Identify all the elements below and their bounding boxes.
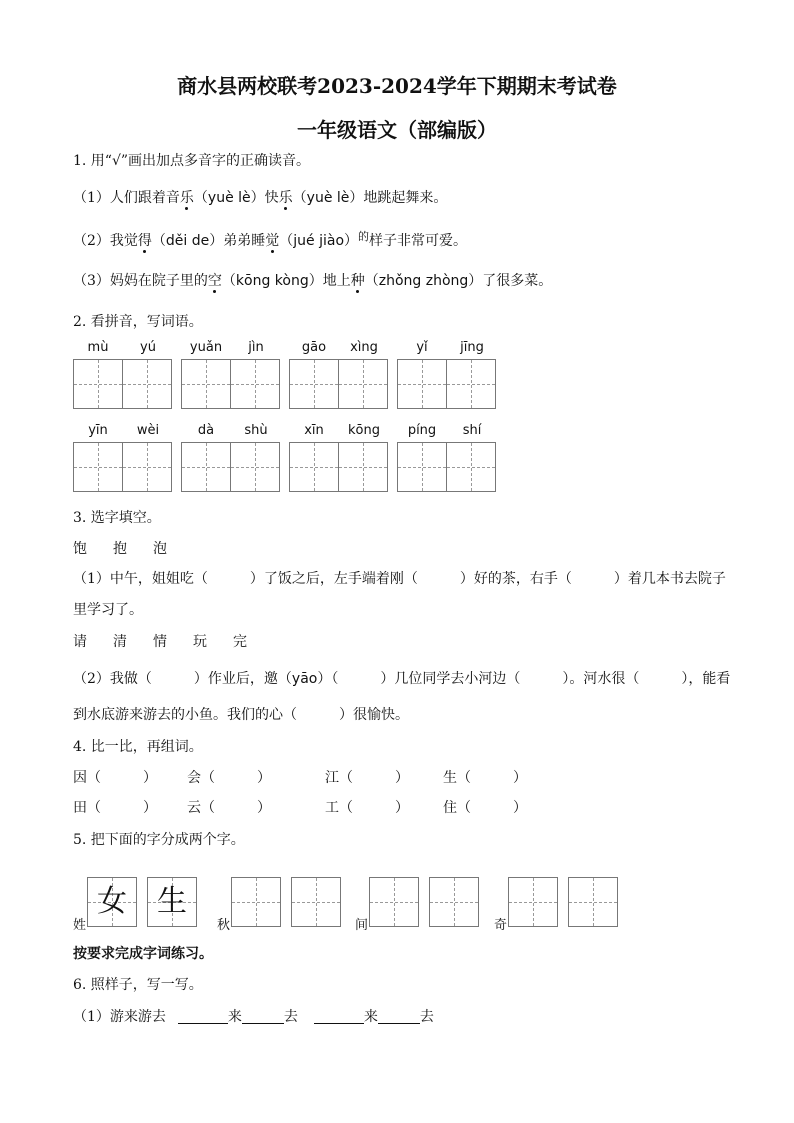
q3-paragraph-1b: 里学习了。 [73, 602, 143, 618]
q2-stem: 2. 看拼音，写词语。 [73, 314, 203, 330]
pinyin-label: dà [197, 423, 215, 438]
answer-blank[interactable] [242, 1009, 284, 1024]
writing-box[interactable] [147, 877, 197, 927]
pinyin-label: yǐ [416, 340, 428, 355]
pinyin-label: mù [87, 340, 109, 355]
writing-box[interactable] [231, 359, 280, 409]
writing-box[interactable] [447, 442, 496, 492]
split-char-label: 秋 [217, 918, 231, 933]
writing-box[interactable] [87, 877, 137, 927]
q4-item: 江（ ） [325, 770, 409, 786]
writing-box[interactable] [181, 442, 231, 492]
q4-stem: 4. 比一比，再组词。 [73, 739, 203, 755]
q4-item: 生（ ） [443, 770, 527, 786]
split-char-label: 间 [355, 918, 369, 933]
page-subtitle: 一年级语文（部编版） [297, 118, 497, 142]
dotted-char: 觉 [265, 233, 280, 249]
pinyin-label: gāo [301, 340, 327, 355]
writing-box[interactable] [73, 359, 123, 409]
q6-stem: 6. 照样子，写一写。 [73, 977, 203, 993]
writing-box[interactable] [397, 442, 447, 492]
pinyin-label: jīng [460, 340, 484, 355]
writing-box[interactable] [73, 442, 123, 492]
writing-box[interactable] [429, 877, 479, 927]
pinyin-label: yīn [88, 423, 108, 438]
writing-box[interactable] [339, 359, 388, 409]
dotted-char: 空 [207, 273, 222, 289]
q4-item: 住（ ） [443, 800, 527, 816]
writing-box[interactable] [568, 877, 618, 927]
writing-box[interactable] [289, 442, 339, 492]
writing-box[interactable] [339, 442, 388, 492]
writing-box[interactable] [369, 877, 419, 927]
pinyin-label: shù [244, 423, 268, 438]
q4-item: 会（ ） [187, 770, 271, 786]
writing-box[interactable] [123, 359, 172, 409]
writing-box[interactable] [289, 359, 339, 409]
q3-choices-1: 饱 抱 泡 [73, 541, 167, 557]
pinyin-label: yú [140, 340, 156, 355]
q6-sentence-1: （1）游来游去 来 去 来 去 [73, 1009, 434, 1025]
q3-paragraph-2b: 到水底游来游去的小鱼。我们的心（ ）很愉快。 [73, 707, 409, 723]
q4-item: 田（ ） [73, 800, 157, 816]
pinyin-label: xìng [350, 340, 378, 355]
writing-box[interactable] [231, 877, 281, 927]
q3-paragraph-2a: （2）我做（ ）作业后，邀（yāo）（ ）几位同学去小河边（ ）。河水很（ ），能看 [73, 671, 731, 687]
q1-sentence-3: （3）妈妈在院子里的空（kōng kòng）地上种（zhǒng zhòng）了很多菜。 [73, 273, 553, 289]
answer-blank[interactable] [378, 1009, 420, 1024]
q3-stem: 3. 选字填空。 [73, 510, 161, 526]
section-heading: 按要求完成字词练习。 [73, 946, 213, 962]
answer-blank[interactable] [314, 1009, 364, 1024]
writing-box[interactable] [123, 442, 172, 492]
writing-box[interactable] [181, 359, 231, 409]
q3-choices-2: 请 清 情 玩 完 [73, 634, 247, 650]
dotted-char: 乐 [179, 190, 194, 206]
split-char-label: 姓 [73, 918, 87, 933]
q4-item: 云（ ） [187, 800, 271, 816]
q3-paragraph-1a: （1）中午，姐姐吃（ ）了饭之后，左手端着刚（ ）好的茶，右手（ ）着几本书去院子 [73, 571, 726, 587]
writing-box[interactable] [508, 877, 558, 927]
example-char: 女 [97, 884, 127, 919]
q4-item: 因（ ） [73, 770, 157, 786]
dotted-char: 得 [137, 233, 152, 249]
q5-stem: 5. 把下面的字分成两个字。 [73, 832, 245, 848]
writing-box[interactable] [447, 359, 496, 409]
pinyin-label: kōng [348, 423, 380, 438]
q4-item: 工（ ） [325, 800, 409, 816]
writing-box[interactable] [397, 359, 447, 409]
pinyin-label: jìn [248, 340, 264, 355]
pinyin-label: píng [407, 423, 437, 438]
dotted-char: 乐 [278, 190, 293, 206]
q1-sentence-1: （1）人们跟着音乐（yuè lè）快乐（yuè lè）地跳起舞来。 [73, 190, 448, 206]
page-title: 商水县两校联考2023-2024学年下期期末考试卷 [177, 74, 617, 98]
split-char-label: 奇 [494, 918, 508, 933]
answer-blank[interactable] [178, 1009, 228, 1024]
example-char: 生 [157, 884, 187, 919]
writing-box[interactable] [291, 877, 341, 927]
pinyin-label: shí [462, 423, 482, 438]
q1-sentence-2: （2）我觉得（děi de）弟弟睡觉（jué jiào）$^的$样子非常可爱。 [73, 230, 468, 249]
pinyin-label: wèi [136, 423, 160, 438]
pinyin-label: yuǎn [189, 340, 223, 355]
writing-box[interactable] [231, 442, 280, 492]
pinyin-label: xīn [304, 423, 324, 438]
dotted-char: 种 [350, 273, 365, 289]
q1-stem: 1. 用“√”画出加点多音字的正确读音。 [73, 153, 311, 169]
